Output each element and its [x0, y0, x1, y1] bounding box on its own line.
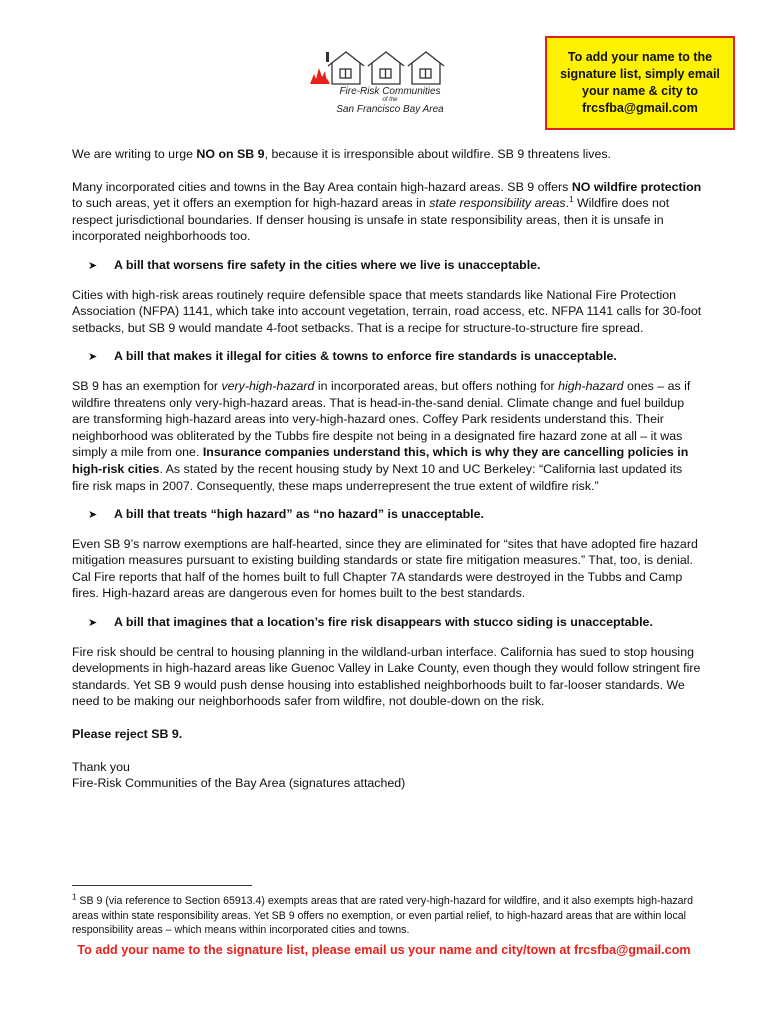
footnote-marker: 1	[72, 892, 77, 902]
footnote-divider	[72, 885, 252, 886]
bullet-point-3	[72, 506, 702, 524]
footer-signup-note: To add your name to the signature list, please email us your name and city/town at frcsfba@gmail.com	[77, 943, 691, 957]
logo-line-3: San Francisco Bay Area	[336, 104, 444, 115]
text-run: , because it is irresponsible about wildfire. SB 9 threatens lives.	[264, 147, 612, 161]
bullet-text: A bill that makes it illegal for cities & towns to enforce fire standards is unacceptable.	[114, 349, 617, 364]
reject-statement: Please reject SB 9.	[72, 727, 183, 742]
paragraph-jurisdiction	[72, 179, 702, 245]
logo-caption	[320, 86, 460, 115]
text-run-italic: high-hazard	[558, 378, 624, 393]
paragraph-setbacks: Cities with high-risk areas routinely require defensible space that meets standards like National Fire Protection Association (NFPA) 1141, which take into account vegetation, terrain, road access, etc. NFPA 1141 calls for 30-foot setbacks, but SB 9 would mandate 4-foot setbacks. That is a recipe for structure-to-structure fire spread.	[72, 287, 702, 335]
footnote-ref[interactable]: 1	[569, 195, 574, 205]
text-run: SB 9 has an exemption for	[72, 378, 222, 393]
closing-thanks: Thank you	[72, 759, 130, 774]
logo-line-1: Fire-Risk Communities	[339, 86, 441, 97]
bullet-point-1	[72, 257, 702, 275]
footnote	[72, 894, 702, 938]
letter-body	[72, 146, 702, 792]
bullet-text: A bill that imagines that a location’s fire risk disappears with stucco siding is unacceptable.	[114, 615, 653, 630]
bullet-text: A bill that worsens fire safety in the cities where we live is unacceptable.	[114, 257, 541, 272]
text-run: to such areas, yet it offers an exemption for high-hazard areas in	[72, 196, 430, 211]
bullet-text: A bill that treats “high hazard” as “no hazard” is unacceptable.	[114, 507, 484, 522]
arrowhead-icon: ➤	[88, 617, 98, 630]
text-run: in incorporated areas, but offers nothing for	[314, 378, 559, 393]
arrowhead-icon: ➤	[88, 509, 98, 522]
text-run: Many incorporated cities and towns in the Bay Area contain high-hazard areas. SB 9 offers	[72, 179, 572, 194]
callout-text: To add your name to the signature list, simply email your name & city to frcsfba@gmail.com	[560, 50, 720, 115]
text-run-bold: NO on SB 9	[196, 147, 265, 161]
text-run-bold: Insurance companies understand this, which is why they are cancelling policies in high-risk cities	[72, 445, 689, 476]
bullet-point-2	[72, 348, 702, 366]
paragraph-planning: Fire risk should be central to housing planning in the wildland-urban interface. California has sued to stop housing developments in high-hazard areas like Guenoc Valley in Lake County, even though they would follow stringent fire standards. Yet SB 9 would push dense housing into established neighborhoods built to far-looser standards. We need to be making our neighborhoods safer from wildfire, not double-down on the risk.	[72, 644, 701, 709]
text-run: Wildfire does not respect jurisdictional boundaries. If denser housing is unsafe in state responsibility areas, then it is unsafe in incorporated neighborhoods too.	[72, 196, 670, 244]
signoff-line: Fire-Risk Communities of the Bay Area (signatures attached)	[72, 776, 406, 791]
arrowhead-icon: ➤	[88, 351, 98, 364]
bullet-point-4	[72, 614, 702, 632]
footnote-text: SB 9 (via reference to Section 65913.4) exempts areas that are rated very-high-hazard for wildfire, and it also exempts high-hazard areas within state responsibility areas. Yet SB 9 offers no exemption, or even partial relief, to high-hazard areas that are within local responsibility areas – which means within incorporated cities and towns.	[72, 895, 693, 937]
text-run-italic: very-high-hazard	[221, 378, 315, 393]
text-run: .	[565, 196, 570, 211]
text-run: . As stated by the recent housing study by Next 10 and UC Berkeley: “California last updated its fire risk maps in 2007. Consequently, these maps underrepresent the true extent of wildfire risk.”	[72, 461, 683, 493]
logo-line-2: of the	[382, 97, 398, 103]
paragraph-intro	[72, 146, 702, 163]
arrowhead-icon: ➤	[88, 259, 98, 272]
paragraph-exemptions: Even SB 9’s narrow exemptions are half-hearted, since they are eliminated for “sites that have adopted fire hazard mitigation measures pursuant to existing building standards or state fire mitigation measures.” That, too, is denial. Cal Fire reports that half of the homes built to full Chapter 7A standards were destroyed in the Tubbs and Camp fires. High-hazard areas are dangerous even for homes built to the best standards.	[72, 536, 698, 601]
text-run: ones – as if wildfire threatens only very-high-hazard areas. That is head-in-the-sand denial. Climate change and fuel buildup are transforming high-hazard areas into very-high-hazard ones. Coffey Park residents understand this. Their neighborhood was obliterated by the Tubbs fire despite not being in a designated fire hazard zone at all – it was simply a mile from one.	[72, 378, 691, 460]
org-logo	[300, 46, 470, 126]
houses-with-flames-logo	[306, 46, 466, 86]
signature-callout-box	[545, 36, 735, 130]
paragraph-hazard-denial	[72, 378, 702, 494]
text-run-italic: state responsibility areas	[429, 196, 566, 211]
text-run: We are writing to urge	[72, 147, 197, 161]
text-run-bold: NO wildfire protection	[571, 179, 702, 194]
